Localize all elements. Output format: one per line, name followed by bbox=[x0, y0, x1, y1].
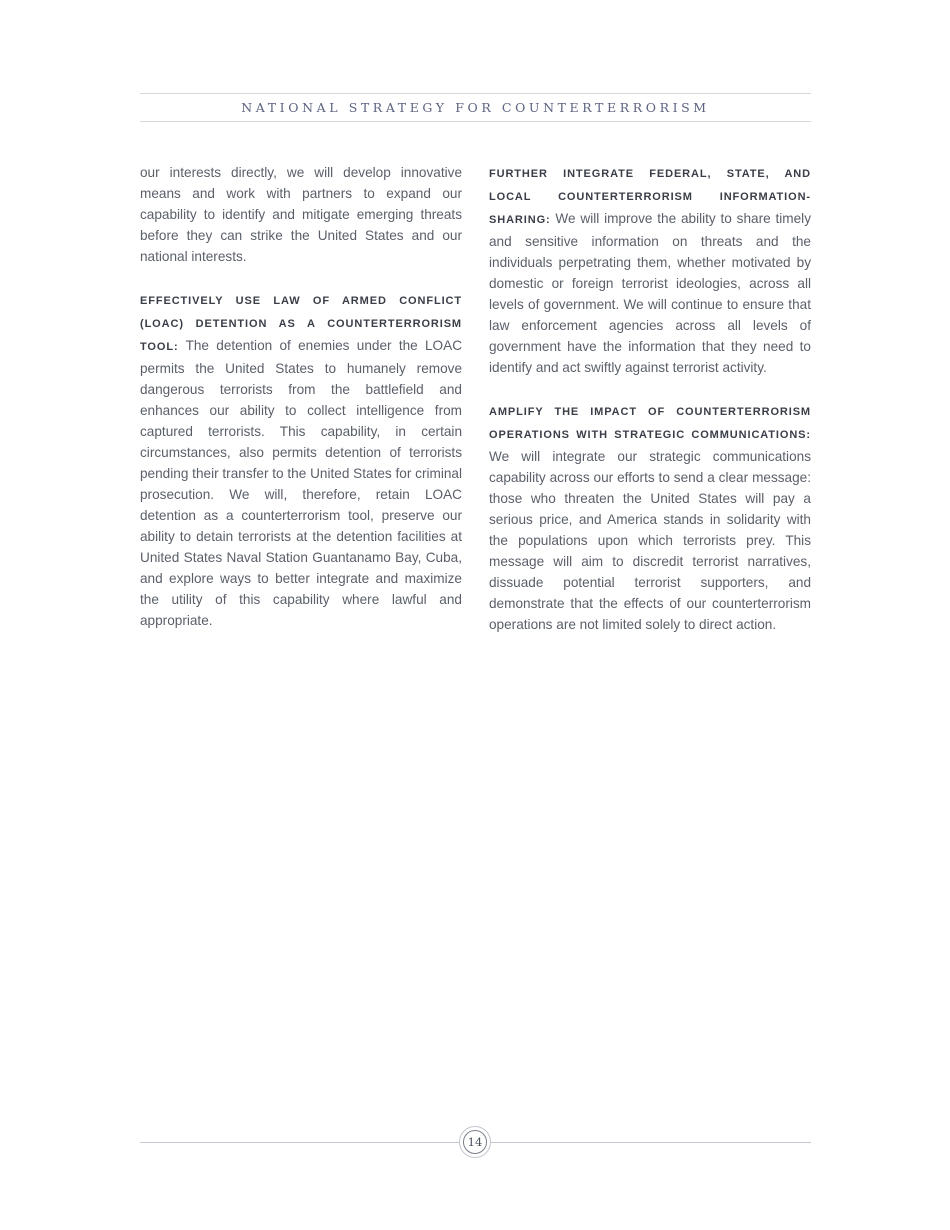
loac-detention-section bbox=[140, 289, 462, 631]
left-column bbox=[140, 162, 462, 653]
page-number: 14 bbox=[463, 1130, 487, 1154]
footer-rule-right bbox=[491, 1142, 811, 1143]
information-sharing-section bbox=[489, 162, 811, 378]
section-heading: AMPLIFY THE IMPACT OF COUNTERTERRORISM OPERATIONS WITH STRATEGIC COMMUNICATIONS: bbox=[489, 406, 811, 441]
intro-paragraph: our interests directly, we will develop innovative means and work with partners to expand our capability to identify and mitigate emerging threats before they can strike the United States and our national interests. bbox=[140, 165, 462, 264]
document-title: NATIONAL STRATEGY FOR COUNTERTERRORISM bbox=[241, 100, 710, 115]
right-column bbox=[489, 162, 811, 657]
section-body: We will improve the ability to share timely and sensitive information on threats and the individuals perpetrating them, whether motivated by domestic or foreign terrorist ideologies, across all levels of government. We will continue to ensure that law enforcement agencies across all levels of government have the information that they need to identify and act swiftly against terrorist activity. bbox=[489, 211, 811, 375]
section-body: The detention of enemies under the LOAC permits the United States to humanely remove dangerous terrorists from the battlefield and enhances our ability to collect intelligence from captured terrorists. This capability, in certain circumstances, also permits detention of terrorists pending their transfer to the United States for criminal prosecution. We will, therefore, retain LOAC detention as a counterterrorism tool, preserve our ability to detain terrorists at the detention facilities at United States Naval Station Guantanamo Bay, Cuba, and explore ways to better integrate and maximize the utility of this capability where lawful and appropriate. bbox=[140, 338, 463, 628]
running-header bbox=[140, 93, 811, 122]
page-number-badge bbox=[459, 1126, 491, 1158]
section-body: We will integrate our strategic communications capability across our efforts to send a clear message: those who threaten the United States will pay a serious price, and America stands in solidarity with the populations upon which terrorists prey. This message will aim to discredit terrorist narratives, dissuade potential terrorist supporters, and demonstrate that the effects of our counterterrorism operations are not limited solely to direct action. bbox=[489, 449, 811, 632]
strategic-communications-section bbox=[489, 400, 811, 635]
section-heading: FURTHER INTEGRATE FEDERAL, STATE, AND LOCAL COUNTERTERRORISM INFORMATION-SHARING: bbox=[489, 168, 811, 226]
section-heading: EFFECTIVELY USE LAW OF ARMED CONFLICT (LOAC) DETENTION AS A COUNTERTERRORISM TOOL: bbox=[140, 295, 462, 353]
footer-rule-left bbox=[140, 1142, 459, 1143]
